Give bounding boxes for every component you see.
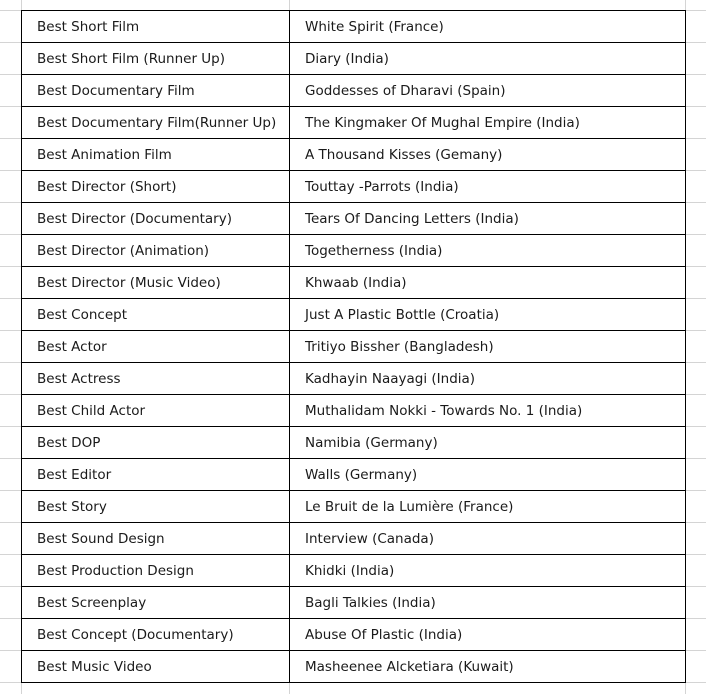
category-cell[interactable]: Best Director (Documentary) [22, 203, 290, 235]
table-row [22, 555, 686, 587]
category-cell[interactable]: Best Documentary Film [22, 75, 290, 107]
table-row [22, 619, 686, 651]
category-cell[interactable]: Best Concept [22, 299, 290, 331]
table-row [22, 107, 686, 139]
table-row [22, 267, 686, 299]
category-cell[interactable]: Best Documentary Film(Runner Up) [22, 107, 290, 139]
table-row [22, 331, 686, 363]
winner-cell[interactable]: Just A Plastic Bottle (Croatia) [290, 299, 686, 331]
category-cell[interactable]: Best Animation Film [22, 139, 290, 171]
category-cell[interactable]: Best Short Film [22, 11, 290, 43]
winner-cell[interactable]: Walls (Germany) [290, 459, 686, 491]
category-cell[interactable]: Best Director (Music Video) [22, 267, 290, 299]
winner-cell[interactable]: The Kingmaker Of Mughal Empire (India) [290, 107, 686, 139]
winner-cell[interactable]: Abuse Of Plastic (India) [290, 619, 686, 651]
table-row [22, 75, 686, 107]
winner-cell[interactable]: A Thousand Kisses (Gemany) [290, 139, 686, 171]
table-row [22, 171, 686, 203]
category-cell[interactable]: Best Short Film (Runner Up) [22, 43, 290, 75]
table-row [22, 523, 686, 555]
winner-cell[interactable]: Kadhayin Naayagi (India) [290, 363, 686, 395]
winner-cell[interactable]: Diary (India) [290, 43, 686, 75]
table-row [22, 203, 686, 235]
winner-cell[interactable]: Namibia (Germany) [290, 427, 686, 459]
table-row [22, 587, 686, 619]
winner-cell[interactable]: Muthalidam Nokki - Towards No. 1 (India) [290, 395, 686, 427]
winner-cell[interactable]: Le Bruit de la Lumière (France) [290, 491, 686, 523]
table-row [22, 43, 686, 75]
table-row [22, 299, 686, 331]
winner-cell[interactable]: Togetherness (India) [290, 235, 686, 267]
category-cell[interactable]: Best Screenplay [22, 587, 290, 619]
category-cell[interactable]: Best Production Design [22, 555, 290, 587]
table-row [22, 235, 686, 267]
table-row [22, 459, 686, 491]
awards-table [21, 10, 686, 683]
table-row [22, 395, 686, 427]
winner-cell[interactable]: Bagli Talkies (India) [290, 587, 686, 619]
category-cell[interactable]: Best Child Actor [22, 395, 290, 427]
table-row [22, 651, 686, 683]
winner-cell[interactable]: Tritiyo Bissher (Bangladesh) [290, 331, 686, 363]
table-row [22, 427, 686, 459]
winner-cell[interactable]: Masheenee Alcketiara (Kuwait) [290, 651, 686, 683]
category-cell[interactable]: Best Actress [22, 363, 290, 395]
winner-cell[interactable]: Khidki (India) [290, 555, 686, 587]
category-cell[interactable]: Best Editor [22, 459, 290, 491]
table-row [22, 363, 686, 395]
category-cell[interactable]: Best Sound Design [22, 523, 290, 555]
winner-cell[interactable]: Touttay -Parrots (India) [290, 171, 686, 203]
winner-cell[interactable]: White Spirit (France) [290, 11, 686, 43]
category-cell[interactable]: Best Story [22, 491, 290, 523]
category-cell[interactable]: Best Music Video [22, 651, 290, 683]
category-cell[interactable]: Best Director (Short) [22, 171, 290, 203]
winner-cell[interactable]: Goddesses of Dharavi (Spain) [290, 75, 686, 107]
table-row [22, 11, 686, 43]
winner-cell[interactable]: Interview (Canada) [290, 523, 686, 555]
winner-cell[interactable]: Khwaab (India) [290, 267, 686, 299]
table-row [22, 491, 686, 523]
category-cell[interactable]: Best DOP [22, 427, 290, 459]
category-cell[interactable]: Best Concept (Documentary) [22, 619, 290, 651]
category-cell[interactable]: Best Director (Animation) [22, 235, 290, 267]
table-row [22, 139, 686, 171]
category-cell[interactable]: Best Actor [22, 331, 290, 363]
winner-cell[interactable]: Tears Of Dancing Letters (India) [290, 203, 686, 235]
